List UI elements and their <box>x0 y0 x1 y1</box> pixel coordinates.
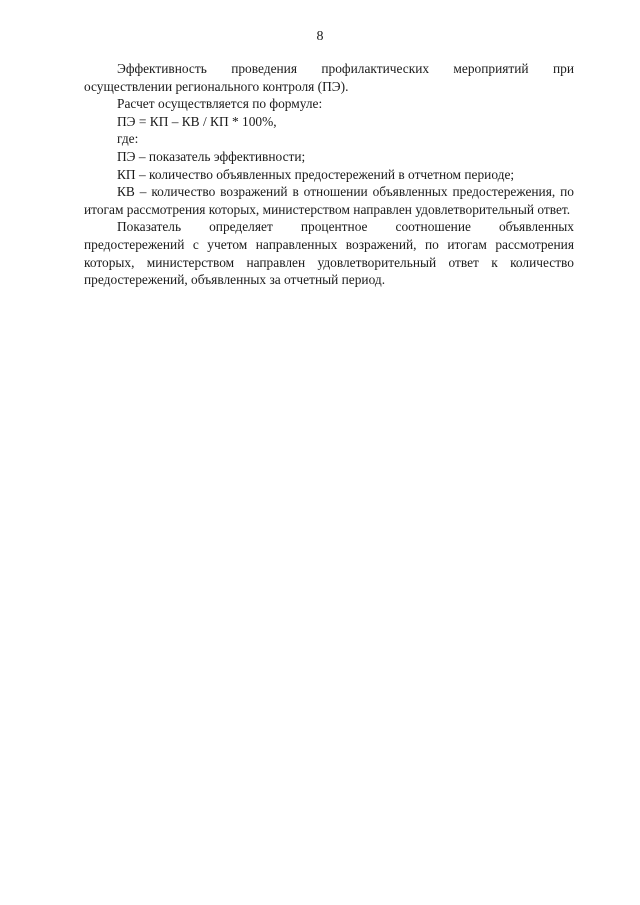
paragraph-effectiveness-title: Эффективность проведения профилактических мероприятий при осуществлении регионального контроля (ПЭ). <box>84 61 574 94</box>
paragraph-def-kp: КП – количество объявленных предостережений в отчетном периоде; <box>117 166 515 182</box>
paragraph-calculation-intro: Расчет осуществляется по формуле: <box>117 96 323 112</box>
paragraph-indicator-description: Показатель определяет процентное соотношение объявленных предостережений с учетом направленных возражений, по итогам рассмотрения которых, министерством направлен удовлетворительный ответ к количество предостережений, объявленных за отчетный период. <box>84 219 574 288</box>
paragraph-def-pe: ПЭ – показатель эффективности; <box>117 148 306 164</box>
paragraph-def-kv: КВ – количество возражений в отношении объявленных предостережения, по итогам рассмотрения которых, министерством направлен удовлетворительный ответ. <box>84 184 574 217</box>
document-body <box>84 60 574 289</box>
paragraph-formula: ПЭ = КП – КВ / КП * 100%, <box>117 113 277 129</box>
page-number: 8 <box>316 29 324 44</box>
paragraph-where: где: <box>117 131 139 147</box>
